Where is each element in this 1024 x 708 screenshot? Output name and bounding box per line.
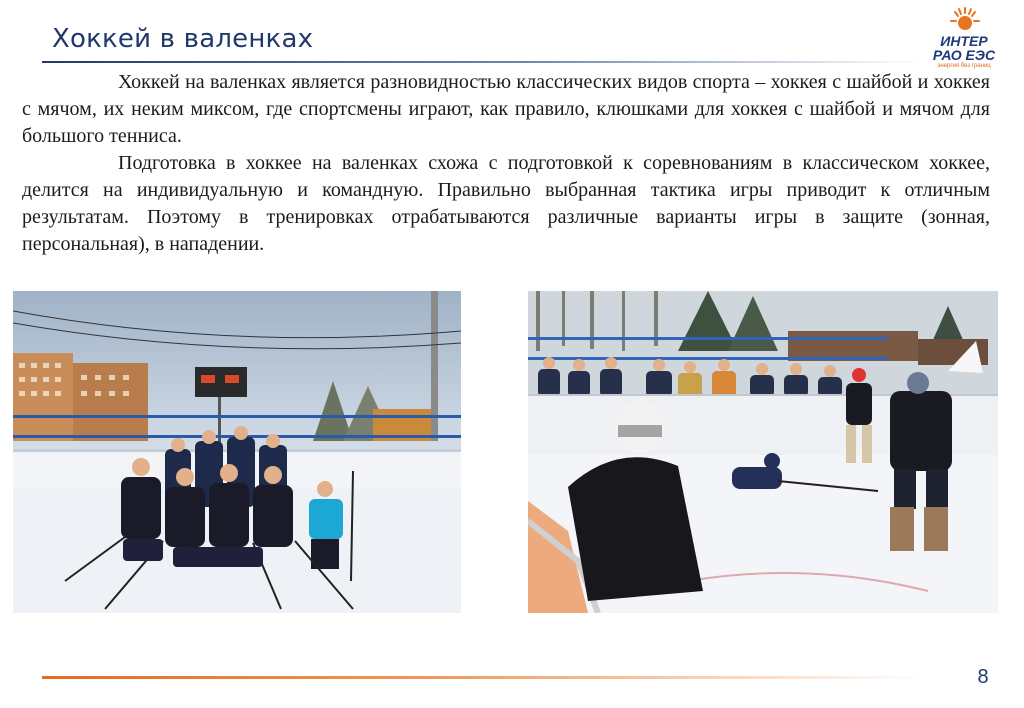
footer-line: [42, 676, 926, 679]
logo-tagline: энергия без границ: [937, 63, 991, 69]
slide-body: [22, 69, 990, 258]
game-photo: [528, 291, 998, 613]
slide-title: Хоккей в валенках: [52, 24, 314, 54]
company-logo: [926, 6, 1002, 72]
paragraph-2: Подготовка в хоккее на валенках схожа с подготовкой к соревнованиям в классическом хоккее, делится на индивидуальную и командную. Правильно выбранная тактика игры приводит к отличным результатам. Поэтому в тренировках отрабатываются различные варианты игры в защите (зонная, персональная), в нападении.: [22, 152, 990, 255]
title-underline: [42, 61, 922, 63]
sun-icon: [950, 6, 980, 36]
page-number: 8: [977, 666, 989, 688]
logo-text-line2: РАО ЕЭС: [932, 47, 996, 63]
paragraph-1: Хоккей на валенках является разновидностью классических видов спорта – хоккея с шайбой и хоккея с мячом, их неким миксом, где спортсмены играют, как правило, клюшками для хоккея с шайбой и мячом для большого тенниса.: [22, 71, 990, 147]
logo-text-line1: ИНТЕР: [940, 33, 988, 49]
team-photo: [13, 291, 461, 613]
